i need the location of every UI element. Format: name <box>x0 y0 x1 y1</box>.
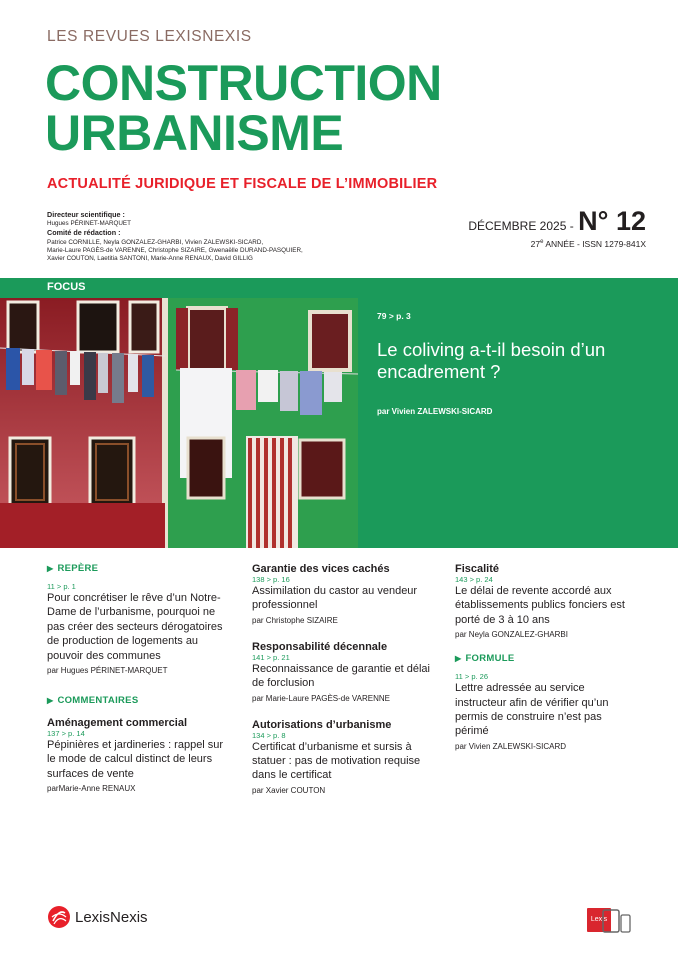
badge-text: Lexis <box>590 916 608 923</box>
issue-year-issn <box>468 239 646 249</box>
article-summary[interactable]: Pépinières et jardineries : rappel sur le mode de calcul distinct de leurs surfaces de vente <box>47 739 224 780</box>
section-label: FORMULE <box>465 653 515 665</box>
lexisnexis-logo-icon <box>47 905 71 934</box>
article-heading: Garantie des vices cachés <box>252 563 390 575</box>
issue-date: DÉCEMBRE 2025 - <box>468 219 574 233</box>
journal-subtitle: ACTUALITÉ JURIDIQUE ET FISCALE DE L’IMMOBILIER <box>47 176 438 192</box>
article-author: par Christophe SIZAIRE <box>252 615 338 625</box>
year-issn: ANNÉE - ISSN 1279-841X <box>543 239 646 249</box>
article-heading: Autorisations d’urbanisme <box>252 718 392 731</box>
focus-author: par Vivien ZALEWSKI-SICARD <box>377 407 493 416</box>
article-ref: 138 > p. 16 <box>252 575 290 584</box>
publisher-label: LES REVUES LEXISNEXIS <box>47 28 252 45</box>
article-summary[interactable]: Le délai de revente accordé aux établissements publics fonciers est porté de 3 à 10 ans <box>455 585 625 626</box>
focus-ref: 79 > p. 3 <box>377 311 411 321</box>
committee-label: Comité de rédaction : <box>47 228 121 238</box>
article-heading: Responsabilité décennale <box>252 640 388 653</box>
triangle-icon: ▶ <box>455 654 462 664</box>
focus-title[interactable]: Le coliving a-t-il besoin d’un encadrement ? <box>377 339 606 382</box>
year-number: 27 <box>530 239 541 249</box>
article-ref: 11 > p. 26 <box>455 672 489 682</box>
triangle-icon: ▶ <box>47 696 54 706</box>
article-summary[interactable]: Certificat d’urbanisme et sursis à statuer : pas de motivation requise dans le certificat <box>252 740 421 782</box>
section-formule <box>455 653 635 664</box>
article-author: par Neyla GONZALEZ-GHARBI <box>455 630 568 640</box>
section-commentaires <box>47 695 229 706</box>
masthead <box>47 211 347 263</box>
journal-title-line1: CONSTRUCTION <box>45 55 442 111</box>
director-name: Hugues PÉRINET-MARQUET <box>47 220 131 228</box>
director-label: Directeur scientifique : <box>47 210 125 219</box>
lexisnexis-wordmark: LexisNexis <box>75 909 148 926</box>
committee-line: Marie-Laure PAGÈS-de VARENNE, Christophe SIZAIRE, Gwenaëlle DURAND-PASQUIER, <box>47 246 303 254</box>
section-label: COMMENTAIRES <box>57 695 139 707</box>
issue-info <box>468 206 646 249</box>
article-heading: Fiscalité <box>455 563 500 575</box>
article-summary[interactable]: Assimilation du castor au vendeur professionnel <box>252 585 418 612</box>
article-author: par Marie-Laure PAGÈS-de VARENNE <box>252 693 390 703</box>
article-author: par Hugues PÉRINET-MARQUET <box>47 666 168 676</box>
article-author: par Vivien ZALEWSKI-SICARD <box>455 741 566 751</box>
article-heading: Aménagement commercial <box>47 717 187 730</box>
article-ref: 137 > p. 14 <box>47 729 85 739</box>
article-ref: 141 > p. 21 <box>252 652 290 662</box>
committee-line: Xavier COUTON, Laetitia SANTONI, Marie-Anne RENAUX, David GILLIG <box>47 255 253 263</box>
column-2 <box>252 563 432 795</box>
column-3 <box>455 563 635 751</box>
article-summary[interactable]: Reconnaissance de garantie et délai de forclusion <box>252 662 430 690</box>
issue-number: N° 12 <box>578 206 646 236</box>
digital-edition-icon <box>585 906 633 939</box>
column-1 <box>47 563 229 793</box>
section-repere <box>47 563 229 574</box>
section-label: REPÈRE <box>57 563 99 574</box>
journal-title-line2: URBANISME <box>45 105 344 161</box>
focus-label: FOCUS <box>47 281 86 293</box>
article-ref: 143 > p. 24 <box>455 575 493 584</box>
committee-line: Patrice CORNILLE, Neyla GONZALEZ-GHARBI, Vivien ZALEWSKI-SICARD, <box>47 238 264 246</box>
article-ref: 11 > p. 1 <box>47 582 76 591</box>
article-author: parMarie-Anne RENAUX <box>47 784 136 794</box>
focus-photo <box>0 298 358 548</box>
article-summary[interactable]: Lettre adressée au service instructeur afin de vérifier qu’un permis de construire n’est pas périmé <box>455 682 609 738</box>
article-summary[interactable]: Pour concrétiser le rêve d’un Notre-Dame de l’urbanisme, pourquoi ne pas créer des secteurs dérogatoires de production de logements au pouvoir des communes <box>47 592 223 662</box>
article-author: par Xavier COUTON <box>252 785 326 795</box>
year-sup: e <box>540 239 544 246</box>
article-ref: 134 > p. 8 <box>252 730 286 740</box>
triangle-icon: ▶ <box>47 564 54 573</box>
